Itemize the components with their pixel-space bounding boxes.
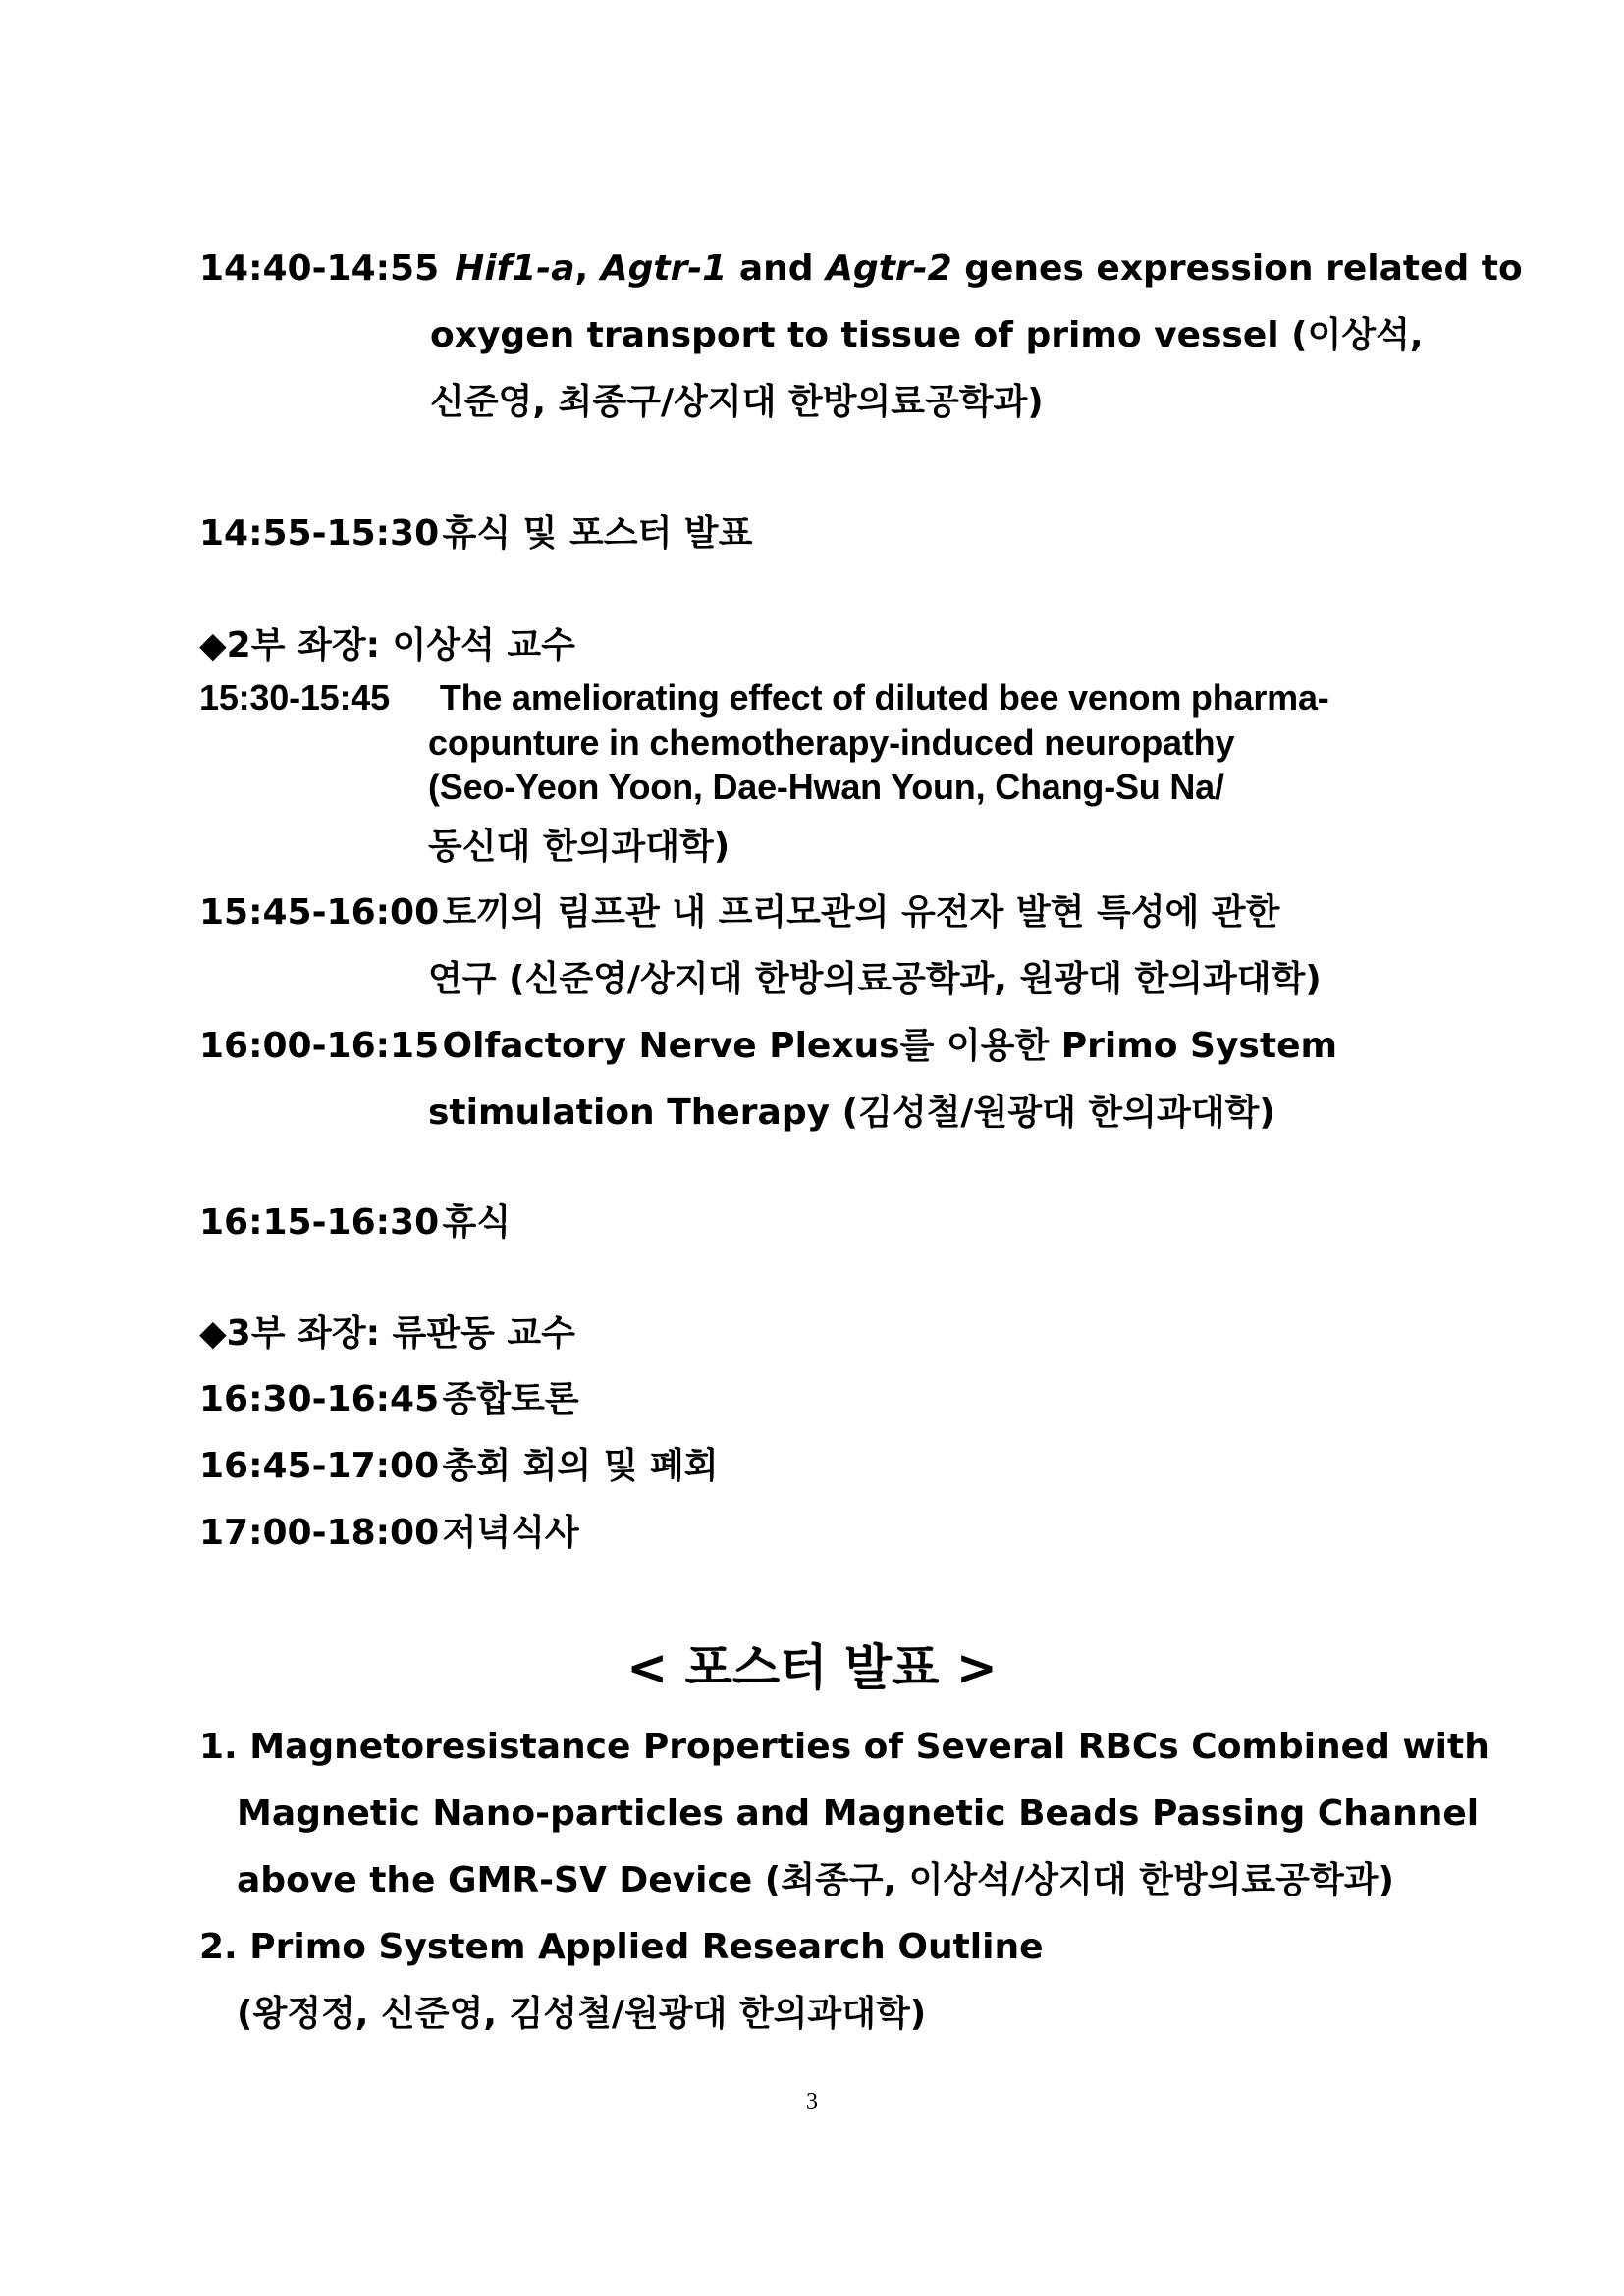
schedule-text: 저녁식사: [442, 1513, 579, 1553]
gene-name-hif1a: Hif1-a: [455, 248, 575, 289]
schedule-text: 휴식: [442, 1202, 512, 1243]
schedule-item-1600-line1: [199, 1026, 1337, 1066]
schedule-item-1700: [199, 1513, 579, 1553]
schedule-break-1455: [199, 513, 753, 554]
schedule-text: 종합토론: [442, 1379, 579, 1419]
schedule-title-rest: genes expression related to: [951, 248, 1523, 289]
session-chair-3: ◆3부 좌장: 류판동 교수: [199, 1313, 575, 1354]
schedule-item-1440-line1: [199, 248, 1523, 289]
poster-item-2-line2: (왕정정, 신준영, 김성철/원광대 한의과대학): [237, 1994, 927, 2034]
schedule-item-1645: [199, 1446, 719, 1486]
schedule-time: 17:00-18:00: [199, 1513, 440, 1553]
schedule-item-1545-line1: [199, 892, 1280, 933]
poster-item-1-line2: Magnetic Nano-particles and Magnetic Beads Passing Channel: [237, 1793, 1480, 1834]
gene-name-agtr1: Agtr-1: [600, 248, 728, 289]
schedule-break-1615: [199, 1202, 512, 1243]
poster-item-2-line1: 2. Primo System Applied Research Outline: [199, 1927, 1044, 1967]
schedule-item-1440-line2: oxygen transport to tissue of primo vessel (이상석,: [430, 315, 1424, 355]
schedule-item-1600-line2: stimulation Therapy (김성철/원광대 한의과대학): [428, 1093, 1275, 1133]
page-number: 3: [806, 2089, 818, 2114]
poster-section-heading: < 포스터 발표 >: [626, 1639, 998, 1696]
schedule-item-1530-line3: (Seo-Yeon Yoon, Dae-Hwan Youn, Chang-Su Na/: [428, 767, 1224, 807]
schedule-time: 15:30-15:45: [199, 677, 390, 718]
schedule-item-1630: [199, 1379, 579, 1419]
schedule-item-1440-line3: 신준영, 최종구/상지대 한방의료공학과): [430, 382, 1044, 422]
schedule-item-1530-line2: copunture in chemotherapy-induced neuropathy: [428, 722, 1235, 763]
schedule-text: 휴식 및 포스터 발표: [442, 513, 753, 554]
schedule-item-1545-line2: 연구 (신준영/상지대 한방의료공학과, 원광대 한의과대학): [428, 959, 1322, 999]
schedule-title: Olfactory Nerve Plexus를 이용한 Primo System: [442, 1026, 1337, 1066]
schedule-time: 16:00-16:15: [199, 1026, 440, 1066]
poster-item-1-line3: above the GMR-SV Device (최종구, 이상석/상지대 한방의료공학과): [237, 1860, 1394, 1900]
schedule-title: The ameliorating effect of diluted bee venom pharma-: [439, 677, 1329, 718]
schedule-title: 토끼의 림프관 내 프리모관의 유전자 발현 특성에 관한: [442, 892, 1280, 933]
gene-and: and: [727, 248, 827, 289]
gene-name-agtr2: Agtr-2: [826, 248, 952, 289]
session-chair-2: ◆2부 좌장: 이상석 교수: [199, 625, 575, 666]
schedule-time: 14:55-15:30: [199, 513, 440, 554]
schedule-time: 16:30-16:45: [199, 1379, 440, 1419]
poster-item-1-line1: 1. Magnetoresistance Properties of Several RBCs Combined with: [199, 1727, 1489, 1767]
schedule-time: 15:45-16:00: [199, 892, 440, 933]
gene-separator: ,: [574, 248, 601, 289]
schedule-time: 16:15-16:30: [199, 1202, 440, 1243]
schedule-time: 14:40-14:55: [199, 248, 440, 289]
schedule-item-1530-line1: [199, 677, 1329, 718]
schedule-text: 총회 회의 및 폐회: [442, 1446, 719, 1486]
schedule-item-1530-line4: 동신대 한의과대학): [428, 827, 731, 867]
schedule-time: 16:45-17:00: [199, 1446, 440, 1486]
